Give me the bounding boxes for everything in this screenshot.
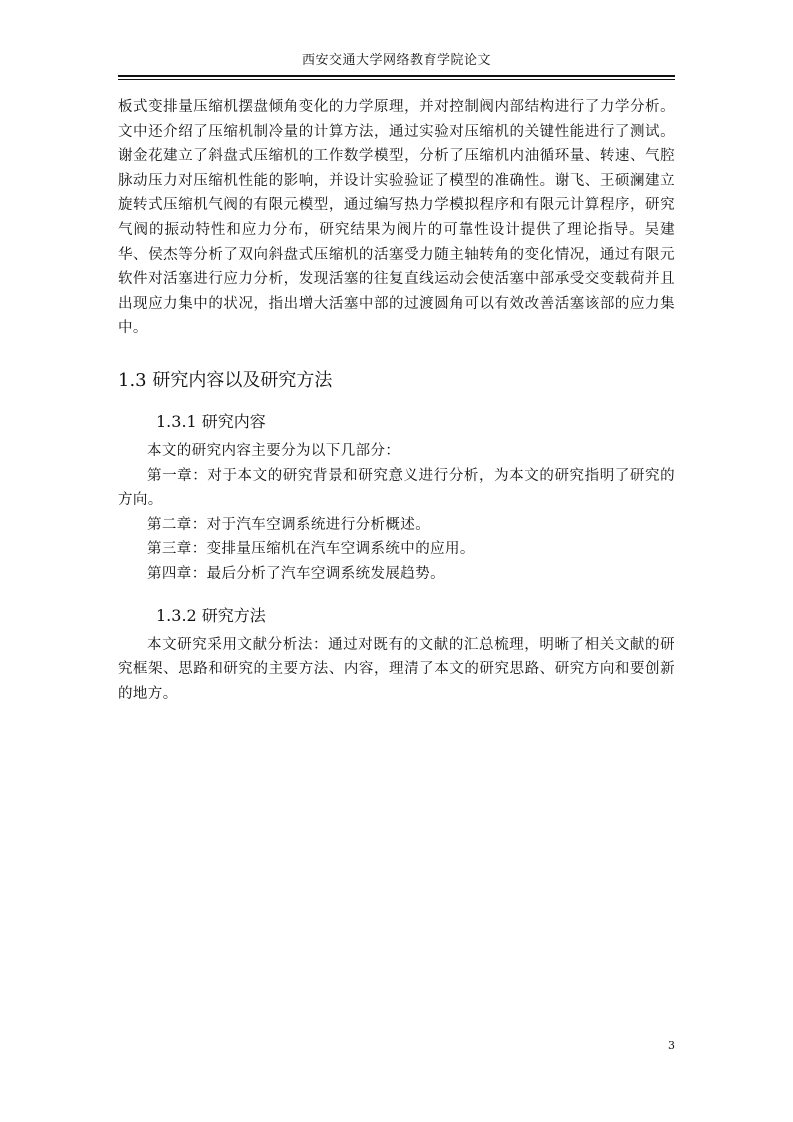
running-header: 西安交通大学网络教育学院论文 <box>301 53 491 68</box>
subsection-heading-1-3-1: 1.3.1 研究内容 <box>156 411 266 431</box>
page-number: 3 <box>668 1039 675 1052</box>
paragraph: 第二章：对于汽车空调系统进行分析概述。 <box>147 516 431 533</box>
intro-paragraph: 板式变排量压缩机摆盘倾角变化的力学原理，并对控制阀内部结构进行了力学分析。文中还介绍了压缩机制冷量的计算方法，通过实验对压缩机的关键性能进行了测试。谢金花建立了斜盘式压缩机的工作数学模型，分析了压缩机内油循环量、转速、气腔脉动压力对压缩机性能的影响，并设计实验验证了模型的准确性。谢飞、王硕澜建立旋转式压缩机气阀的有限元模型，通过编写热力学模拟程序和有限元计算程序，研究气阀的振动特性和应力分布，研究结果为阀片的可靠性设计提供了理论指导。吴建华、侯杰等分析了双向斜盘式压缩机的活塞受力随主轴转角的变化情况，通过有限元软件对活塞进行应力分析，发现活塞的往复直线运动会使活塞中部承受交变载荷并且出现应力集中的状况，指出增大活塞中部的过渡圆角可以有效改善活塞该部的应力集中。 <box>118 99 675 337</box>
subsection-1-3-2-content <box>118 633 675 707</box>
section-heading-1-3: 1.3 研究内容以及研究方法 <box>118 369 333 391</box>
paragraph: 本文研究采用文献分析法：通过对既有的文献的汇总梳理，明晰了相关文献的研究框架、思路和研究的主要方法、内容，理清了本文的研究思路、研究方向和要创新的地方。 <box>118 636 675 702</box>
paragraph: 第四章：最后分析了汽车空调系统发展趋势。 <box>147 565 445 582</box>
subsection-1-3-1-content <box>118 439 675 587</box>
paragraph: 第一章：对于本文的研究背景和研究意义进行分析，为本文的研究指明了研究的方向。 <box>118 467 675 509</box>
header-rule-thin <box>118 79 675 80</box>
header-rule-thick <box>118 75 675 77</box>
paragraph: 第三章：变排量压缩机在汽车空调系统中的应用。 <box>147 541 475 558</box>
subsection-heading-1-3-2: 1.3.2 研究方法 <box>156 605 266 625</box>
paragraph: 本文的研究内容主要分为以下几部分： <box>147 442 401 459</box>
page-body <box>118 95 675 706</box>
